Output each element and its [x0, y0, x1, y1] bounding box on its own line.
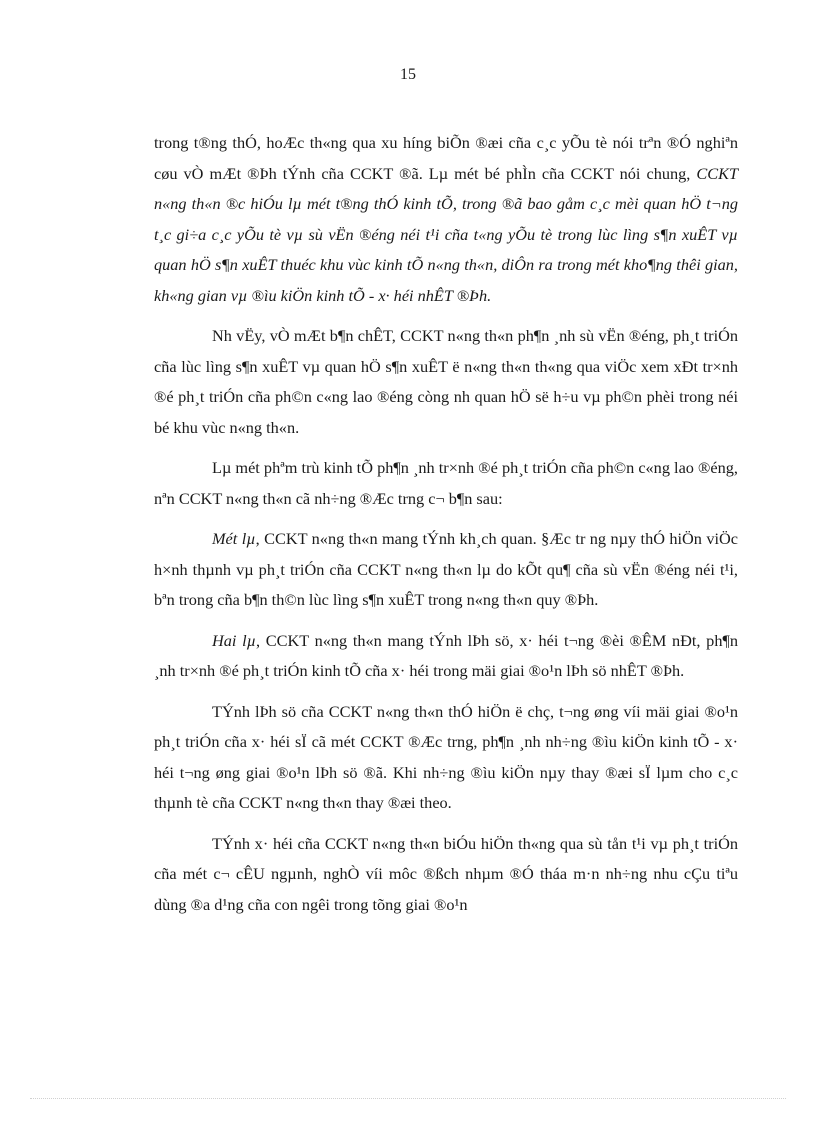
paragraph-first-trait-text: , CCKT n«ng th«n mang tÝnh kh¸ch quan. §Æc tr ng nµy thÓ hiÖn viÖc h×nh thµnh vµ ph¸t triÓn cña CCKT n«ng th«n lµ do kÕt qu¶ cña sù vËn ®éng néi t¹i, bªn trong cña b¶n th©n lùc lìng s¶n xuÊT trong n«ng th«n quy ®Þh.	[154, 529, 739, 609]
paragraph-category-text: Lµ mét phªm trù kinh tÕ ph¶n ¸nh tr×nh ®é ph¸t triÓn cña ph©n c«ng lao ®éng, nªn CCKT n«ng th«n cã nh÷ng ®Æc trng c¬ b¶n sau:	[154, 458, 738, 508]
paragraph-essence	[154, 321, 738, 443]
paragraph-first-trait	[154, 524, 738, 616]
paragraph-second-trait	[154, 626, 738, 687]
paragraph-social	[154, 829, 738, 921]
page-number: 15	[400, 66, 416, 83]
paragraph-category	[154, 453, 738, 514]
paragraph-second-trait-label: Hai lµ	[212, 630, 257, 650]
paragraph-historical-text: TÝnh lÞh sö cña CCKT n«ng th«n thÓ hiÖn ë chç, t¬ng øng víi mäi giai ®o¹n ph¸t triÓn cña x· héi sÏ cã mét CCKT ®Æc trng, ph¶n ¸nh nh÷ng ®ìu kiÖn kinh tÕ - x· héi t¬ng øng giai ®o¹n lÞh sö ®ã. Khi nh÷ng ®ìu kiÖn nµy thay ®æi sÏ lµm cho c¸c thµnh tè cña CCKT n«ng th«n thay ®æi theo.	[154, 701, 738, 812]
paragraph-intro-text: trong t®ng thÓ, hoÆc th«ng qua xu híng biÕn ®æi cña c¸c yÕu tè nói trªn ®Ó nghiªn cøu vÒ mÆt ®Þh tÝnh cña CCKT ®ã. Lµ mét bé phÌn cña CCKT nói chung,	[154, 133, 738, 183]
body-text	[154, 128, 738, 930]
paragraph-intro-italic: CCKT n«ng th«n ®c hiÓu lµ mét t®ng thÓ kinh tÕ, trong ®ã bao gåm c¸c mèi quan hÖ t¬ng t¸c gi÷a c¸c yÕu tè vµ sù vËn ®éng néi t¹i cña t«ng yÕu tè trong lùc lìng s¶n xuÊT vµ quan hÖ s¶n xuÊT thuéc khu vùc kinh tÕ n«ng th«n, diÔn ra trong mét kho¶ng thêi gian, kh«ng gian vµ ®ìu kiÖn kinh tÕ - x· héi nhÊT ®Þh.	[154, 163, 738, 305]
paragraph-essence-text: Nh vËy, vÒ mÆt b¶n chÊT, CCKT n«ng th«n ph¶n ¸nh sù vËn ®éng, ph¸t triÓn cña lùc lìng s¶n xuÊT vµ quan hÖ s¶n xuÊT ë n«ng th«n th«ng qua viÖc xem xÐt tr×nh ®é ph¸t triÓn cña ph©n c«ng lao ®éng còng nh quan hÖ së h÷u vµ ph©n phèi trong néi bé khu vùc n«ng th«n.	[154, 326, 738, 437]
paragraph-first-trait-label: Mét lµ	[212, 529, 256, 548]
footer-divider	[30, 1098, 786, 1099]
paragraph-social-text: TÝnh x· héi cña CCKT n«ng th«n biÓu hiÖn th«ng qua sù tån t¹i vµ ph¸t triÓn cña mét c¬ cÊU ngµnh, nghÒ víi môc ®ßch nhµm ®Ó tháa m·n nh÷ng nhu cÇu tiªu dùng ®a d¹ng cña con ngêi trong tõng giai ®o¹n	[154, 833, 738, 914]
paragraph-second-trait-text: , CCKT n«ng th«n mang tÝnh lÞh sö, x· héi t¬ng ®èi ®ÊM nÐt, ph¶n ¸nh tr×nh ®é ph¸t triÓn kinh tÕ cña x· héi trong mäi giai ®o¹n lÞh sö nhÊT ®Þh.	[154, 630, 738, 680]
paragraph-intro	[154, 128, 738, 311]
paragraph-historical	[154, 697, 738, 819]
